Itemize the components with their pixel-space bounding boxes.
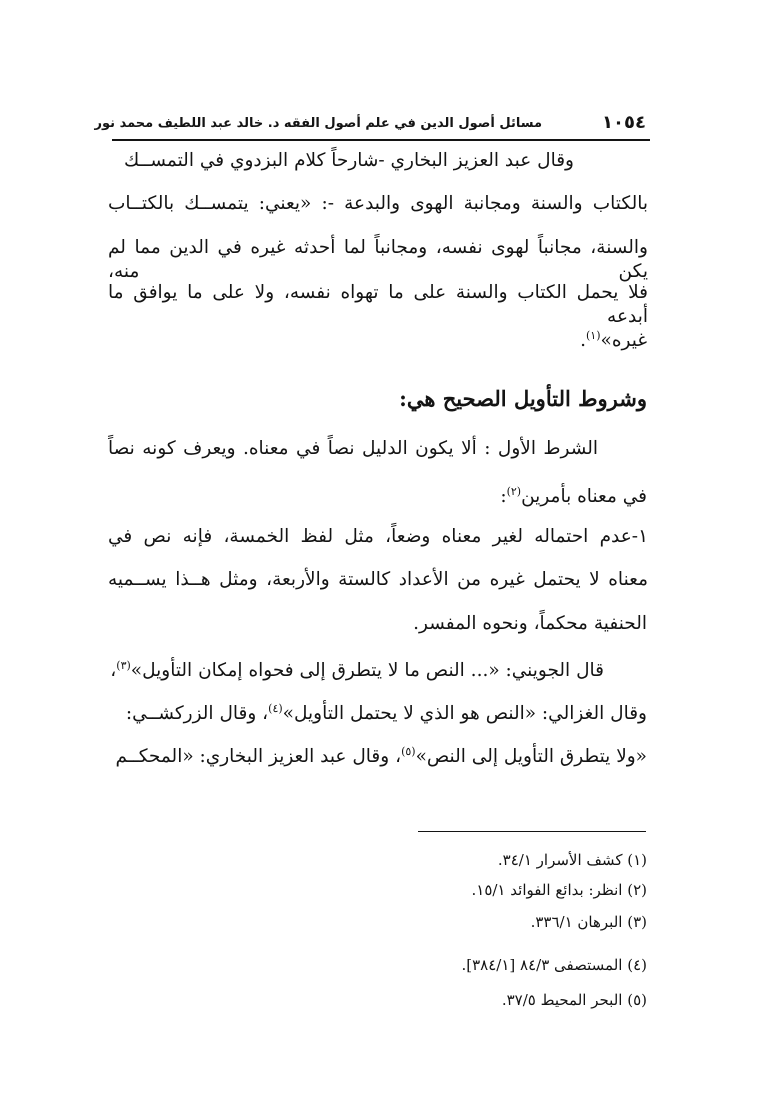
footnote-item: (٤) المستصفى ٨٤/٣ [٣٨٤/١]. — [461, 956, 647, 974]
header-rule — [112, 139, 650, 141]
body-line: معناه لا يحتمل غيره من الأعداد كالستة والأربعة، ومثل هــذا يســميه — [108, 569, 648, 590]
body-line: «ولا يتطرق التأويل إلى النص»$^{(٥)}$، وقال عبد العزيز البخاري: «المحكــم — [115, 745, 647, 768]
footnote-item: (٥) البحر المحيط ٣٧/٥. — [501, 991, 647, 1009]
body-line: ١-عدم احتماله لغير معناه وضعاً، مثل لفظ الخمسة، فإنه نص في — [108, 526, 648, 547]
page-number: ١٠٥٤ — [602, 112, 646, 133]
footnote-item: (٢) انظر: بدائع الفوائد ١٥/١. — [471, 881, 647, 899]
body-line: وقال عبد العزيز البخاري -شارحاً كلام البزدوي في التمســك — [123, 150, 574, 171]
page-header — [94, 112, 650, 138]
body-line: في معناه بأمرين$^{(٢)}$: — [500, 485, 647, 508]
footnote-ref: (٥) — [401, 745, 416, 758]
footnote-ref: (٤) — [268, 702, 283, 715]
footnote-item: (١) كشف الأسرار ٣٤/١. — [497, 851, 647, 869]
footnote-ref: (٢) — [506, 485, 522, 498]
body-line: الشرط الأول : ألا يكون الدليل نصاً في معناه. ويعرف كونه نصاً — [108, 438, 598, 459]
section-heading: وشروط التأويل الصحيح هي: — [399, 386, 647, 411]
footnote-item: (٣) البرهان ٣٣٦/١. — [530, 913, 647, 931]
footnote-ref: (١) — [586, 329, 601, 342]
body-line: الحنفية محكماً، ونحوه المفسر. — [413, 613, 647, 634]
body-line: بالكتاب والسنة ومجانبة الهوى والبدعة -: «يعني: يتمســك بالكتــاب — [108, 193, 648, 214]
body-line: غيره»$^{(١)}$. — [580, 329, 647, 352]
running-title: مسائل أصول الدين في علم أصول الفقه د. خالد عبد اللطيف محمد نور — [94, 116, 542, 131]
footnote-separator — [418, 831, 646, 832]
footnote-ref: (٣) — [116, 659, 131, 672]
body-line: فلا يحمل الكتاب والسنة على ما تهواه نفسه، ولا على ما يوافق ما أبدعه — [108, 282, 648, 327]
body-line: والسنة، مجانباً لهوى نفسه، ومجانباً لما أحدثه غيره في الدين مما لم يكن منه، — [108, 237, 648, 282]
body-line: قال الجويني: «... النص ما لا يتطرق إلى فحواه إمكان التأويل»$^{(٣)}$، — [110, 659, 604, 682]
body-line: وقال الغزالي: «النص هو الذي لا يحتمل التأويل»$^{(٤)}$، وقال الزركشــي: — [125, 702, 647, 725]
